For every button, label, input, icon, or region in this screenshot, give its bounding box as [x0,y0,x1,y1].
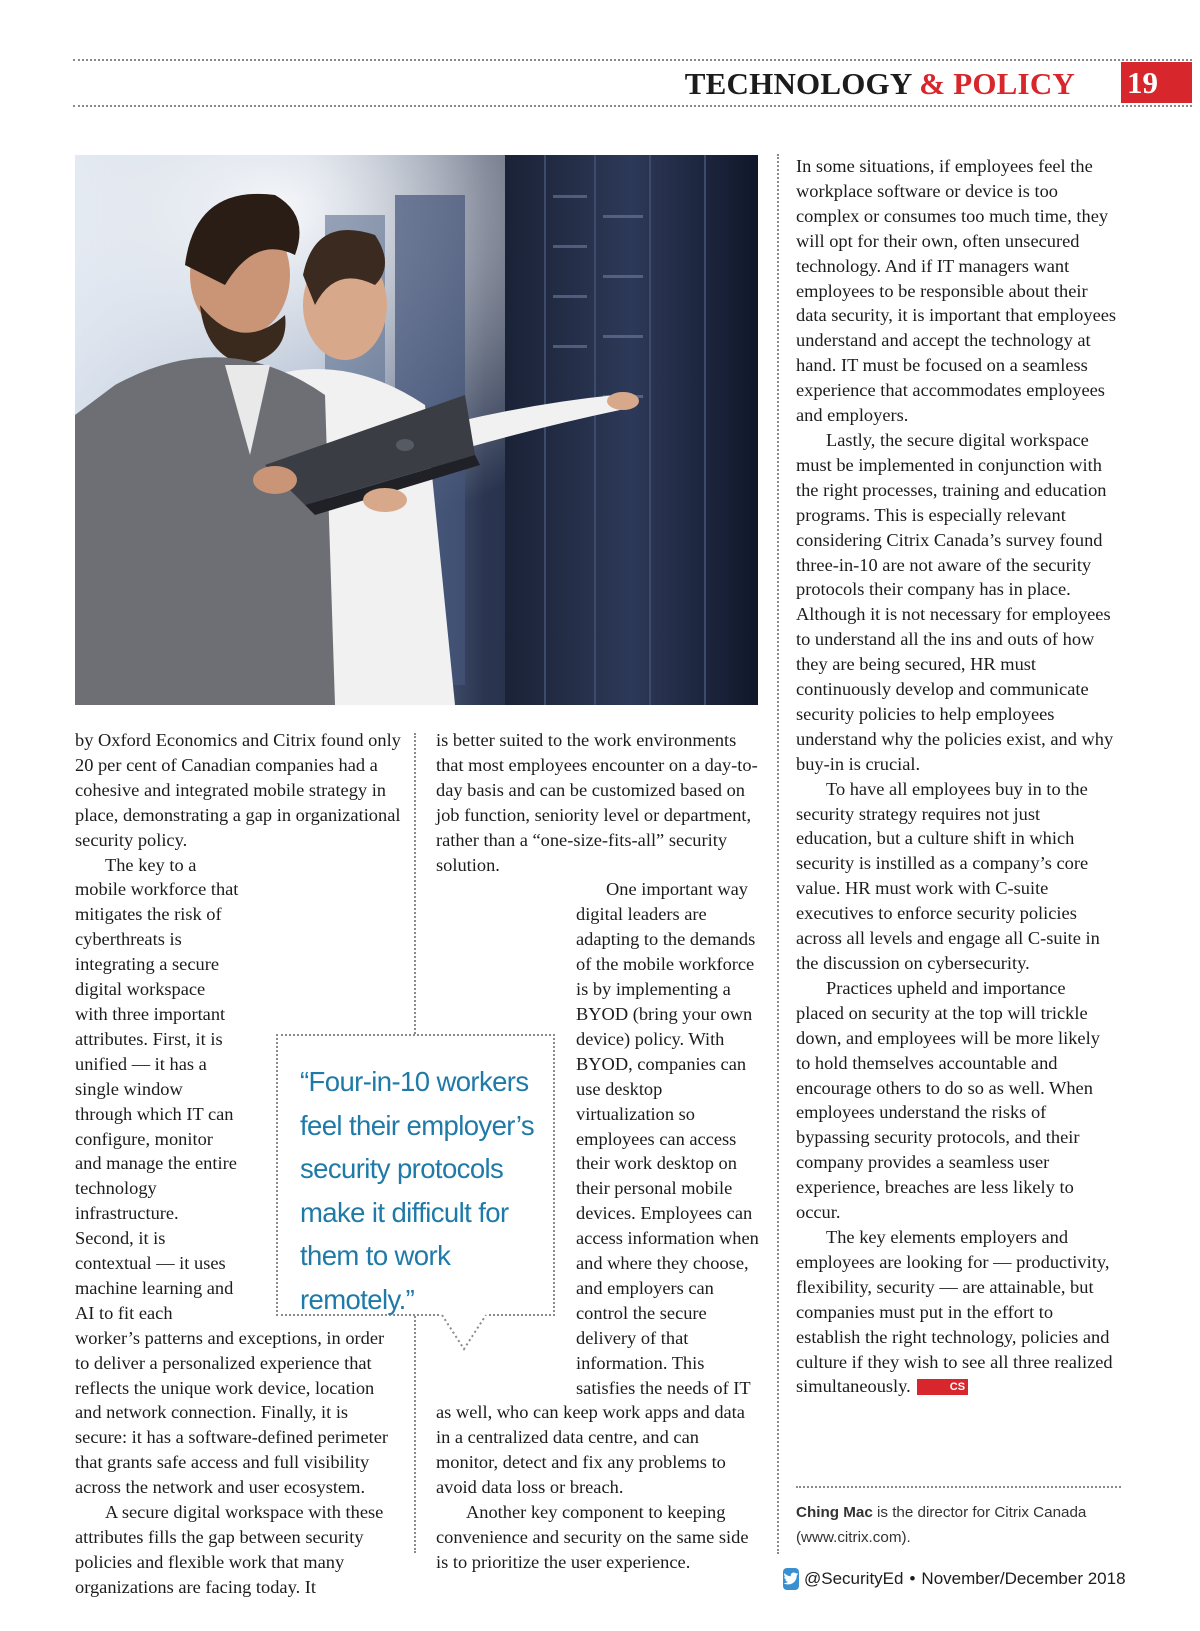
header-rule-bottom [73,105,1192,107]
section-title-technology: TECHNOLOGY [684,66,912,101]
header-rule-top [73,59,1192,61]
paragraph-text: The key to a mobile workforce that mitigates the risk of cyberthreats is integrating a secure digital workspace with three important attributes. First, it is unified — it has a single window through which IT can configure, monitor and manage the entire technology infrastructure. Second, it is contextual — it uses machine learning and AI to fit each worker’s patterns and exceptions, in order to deliver a personalized experience that reflects the unique work device, location and network connection. Finally, it is secure: it has a software-defined perimeter that grants safe access and full visibility across the network and user ecosystem. [75,854,388,1498]
paragraph: is better suited to the work environments that most employees encounter on a day-to-day basis and can be customized based on job function, seniority level or department, rather than a “one-size-fits-all” security solution. [436,730,758,875]
paragraph-text: The key elements employers and employees are looking for — productivity, flexibility, security — are attainable, but companies must put in the effort to establish the right technology, policies and culture if they wish to see all three realized simultaneously. [796,1226,1113,1397]
issue-date: November/December 2018 [921,1569,1126,1588]
paragraph: Another key component to keeping convenience and security on the same side is to prioritize the user experience. [436,1502,749,1572]
twitter-handle[interactable]: @SecurityEd [804,1569,904,1588]
paragraph: Lastly, the secure digital workspace must be implemented in conjunction with the right processes, training and education programs. This is especially relevant considering Citrix Canada’s survey found three-in-10 are not aware of the security protocols their company has in place. Although it is not necessary for employees to understand all the ins and outs of how they are being secured, HR must continuously develop and communicate security policies to help employees understand why the policies exist, and why buy-in is crucial. [796,429,1114,774]
paragraph: To have all employees buy in to the security strategy requires not just education, but a culture shift in which security is instilled as a company’s core value. HR must work with C-suite executives to enforce security policies across all levels and engage all C-suite in the discussion on cybersecurity. [796,778,1100,973]
author-bio [796,1500,1121,1550]
paragraph: by Oxford Economics and Citrix found only 20 per cent of Canadian companies had a cohesive and integrated mobile strategy in place, demonstrating a gap in organizational security policy. [75,730,401,850]
paragraph: A secure digital workspace with these attributes fills the gap between security policies and flexible work that many organizations are facing today. It [75,1502,384,1597]
paragraph [796,1225,1117,1399]
paragraph: Practices upheld and importance placed on security at the top will trickle down, and employees will be more likely to hold themselves accountable and encourage others to do so as well. When employees understand the risks of bypassing security protocols, and their company provides a seamless user experience, breaches are less likely to occur. [796,977,1100,1223]
article-photo [75,155,758,705]
author-divider [796,1486,1121,1488]
end-mark-icon: CS [917,1379,968,1395]
section-title [685,66,1075,102]
article-column-right [796,154,1117,1399]
footer-bullet: • [909,1569,916,1588]
section-title-policy: POLICY [953,66,1075,101]
pullquote-text: “Four-in-10 workers feel their employer’s security protocols make it difficult for them to work remotely.” [300,1066,535,1315]
twitter-icon[interactable] [783,1568,799,1590]
paragraph: In some situations, if employees feel the workplace software or device is too complex or consumes too much time, they will opt for their own, often unsecured technology. And if IT managers want employees to be responsible about their data security, it is important that employees understand and accept the technology at hand. IT must be focused on a seamless experience that accommodates employees and employers. [796,156,1117,426]
column-divider-2 [777,154,779,1554]
footer [783,1566,1126,1592]
author-name: Ching Mac [796,1504,873,1521]
section-title-ampersand: & [919,66,946,101]
page-number: 19 [1121,62,1192,103]
paragraph-text: One important way digital leaders are adapting to the demands of the mobile workforce is by implementing a BYOD (bring your own device) policy. With BYOD, companies can use desktop virtualization so employees can access their work desktop on their personal mobile devices. Employees can access information when and where they choose, and employers can control the secure delivery of that information. This satisfies the needs of IT as well, who can keep work apps and data in a centralized data centre, and can monitor, detect and fix any problems to avoid data loss or breach. [436,879,759,1498]
author-description: is the director for Citrix Canada (www.citrix.com). [796,1504,1087,1546]
